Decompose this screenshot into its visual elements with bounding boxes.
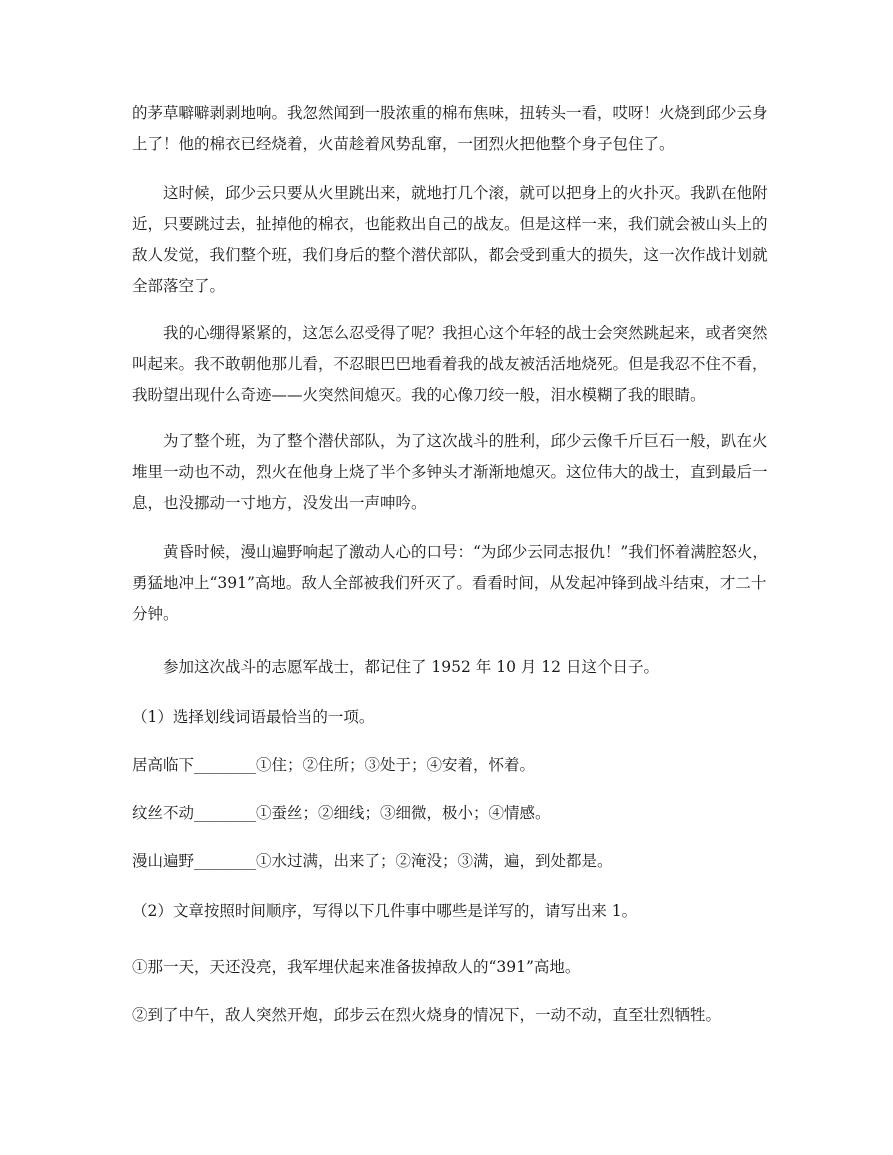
question-1-item: 漫山遍野________①水过满，出来了；②淹没；③满，遍，到处都是。: [132, 852, 613, 870]
paragraph-4: 为了整个班，为了整个潜伏部队，为了这次战斗的胜利，邱少云像千斤巨石一般，趴在火堆里一动也不动，烈火在他身上烧了半个多钟头才渐渐地熄灭。这位伟大的战士，直到最后一息，也没挪动一寸地方，没发出一声呻吟。: [132, 432, 768, 512]
question-1-item: 纹丝不动________①蚕丝；②细线；③细微，极小；④情感。: [132, 804, 551, 822]
question-1-title: （1）选择划线词语最恰当的一项。: [132, 708, 375, 726]
question-2-item: ②到了中午，敌人突然开炮，邱步云在烈火烧身的情况下，一动不动，直至壮烈牺牲。: [132, 1006, 722, 1024]
paragraph-3: 我的心绷得紧紧的，这怎么忍受得了呢？我担心这个年轻的战士会突然跳起来，或者突然叫起来。我不敢朝他那儿看，不忍眼巴巴地看着我的战友被活活地烧死。但是我忍不住不看，我盼望出现什么奇迹——火突然间熄灭。我的心像刀绞一般，泪水模糊了我的眼睛。: [132, 324, 768, 404]
paragraph-2: 这时候，邱少云只要从火里跳出来，就地打几个滚，就可以把身上的火扑灭。我趴在他附近，只要跳过去，扯掉他的棉衣，也能救出自己的战友。但是这样一来，我们就会被山头上的敌人发觉，我们整个班，我们身后的整个潜伏部队，都会受到重大的损失，这一次作战计划就全部落空了。: [132, 184, 768, 295]
paragraph-1: 的茅草噼噼剥剥地响。我忽然闻到一股浓重的棉布焦味，扭转头一看，哎呀！火烧到邱少云身上了！他的棉衣已经烧着，火苗趁着风势乱窜，一团烈火把他整个身子包住了。: [132, 104, 768, 153]
paragraph-6: 参加这次战斗的志愿军战士，都记住了 1952 年 10 月 12 日这个日子。: [163, 658, 659, 676]
paragraph-5: 黄昏时候，漫山遍野响起了激动人心的口号：“为邱少云同志报仇！”我们怀着满腔怒火，勇猛地冲上“391”高地。敌人全部被我们歼灭了。看看时间，从发起冲锋到战斗结束，才二十分钟。: [132, 543, 768, 623]
question-2-item: ①那一天，天还没亮，我军埋伏起来准备拔掉敌人的“391”高地。: [132, 958, 581, 976]
question-1-item: 居高临下________①住；②住所；③处于；④安着，怀着。: [132, 756, 536, 774]
question-2-title: （2）文章按照时间顺序，写得以下几件事中哪些是详写的，请写出来 1。: [132, 902, 638, 920]
